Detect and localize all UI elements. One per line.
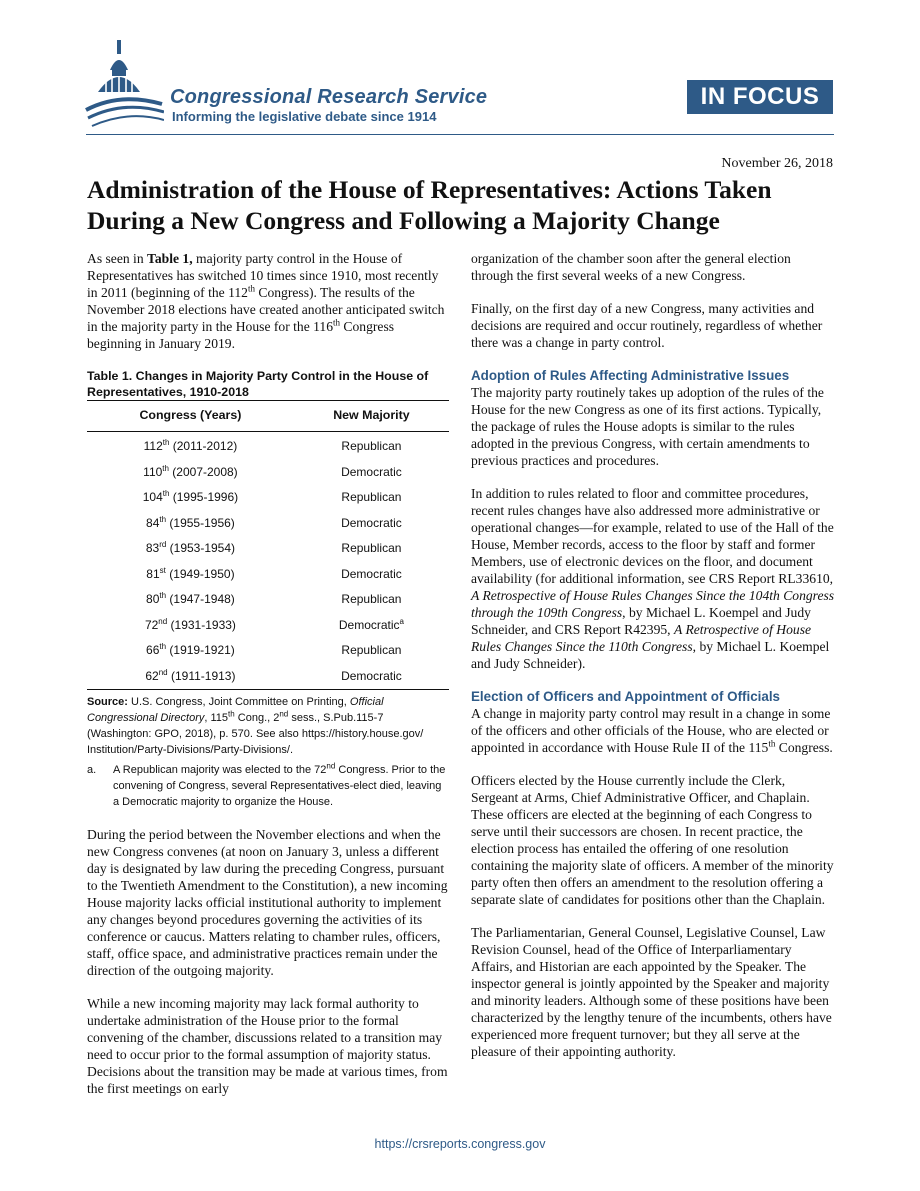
table-note: a. A Republican majority was elected to the 72nd Congress. Prior to the convening of Congress, several Representatives-elect died, leaving a Democratic majority to organize the House. xyxy=(87,761,446,808)
majority-cell: Democratic$^a$ xyxy=(338,616,404,632)
body-paragraph: Officers elected by the House currently include the Clerk, Sergeant at Arms, Chief Administrative Officer, and Chaplain. These officers are elected at the beginning of each Congress to serve until their successors are chosen. In recent practice, the election process has entailed the offering of one resolution containing the majority slate of officers. A member of the minority party often then offers an amendment to the resolution offering a separate slate of candidates for positions other than the Chaplain. xyxy=(471,773,834,907)
table-header-congress: Congress (Years) xyxy=(87,401,294,432)
body-paragraph: organization of the chamber soon after the general election through the first several weeks of a new Congress. xyxy=(471,251,791,283)
in-focus-badge: IN FOCUS xyxy=(687,80,833,114)
page-header xyxy=(0,0,920,140)
majority-cell: Democratic xyxy=(341,464,402,479)
table-row xyxy=(87,460,449,486)
congress-cell: 104th (1995-1996) xyxy=(142,489,239,505)
majority-cell: Democratic xyxy=(294,664,449,690)
table-row xyxy=(87,587,449,613)
left-column xyxy=(87,250,449,1097)
section-heading: Election of Officers and Appointment of Officials xyxy=(471,689,780,704)
table-row xyxy=(87,664,449,690)
majority-table xyxy=(87,400,449,690)
right-column xyxy=(471,250,835,1060)
congress-cell: 80th (1947-1948) xyxy=(146,591,235,607)
body-paragraph: In addition to rules related to floor and committee procedures, recent rules changes have also addressed more administrative or operational changes—for example, related to use of the Hall of the House, Member records, access to the floor by staff and former Members, use of electronic devices on the floor, and document availability (for additional information, see CRS Report RL33610, A Retrospective of House Rules Changes Since the 104th Congress through the 109th Congress, by Michael L. Koempel and Judy Schneider, and CRS Report R42395, A Retrospective of House Rules Changes Since the 110th Congress, by Michael L. Koempel and Judy Schneider). xyxy=(471,486,835,671)
section-heading: Adoption of Rules Affecting Administrative Issues xyxy=(471,368,790,383)
congress-cell: 62nd (1911-1913) xyxy=(87,664,294,690)
page-title: Administration of the House of Representatives: Actions Taken During a New Congress and Following a Majority Change xyxy=(87,175,772,235)
body-paragraph: Finally, on the first day of a new Congress, many activities and decisions are required and occur routinely, regardless of whether there was a change in party control. xyxy=(471,301,823,350)
congress-cell: 81st (1949-1950) xyxy=(146,565,235,581)
table-row xyxy=(87,432,449,460)
body-paragraph: The majority party routinely takes up adoption of the rules of the House for the new Congress as one of its first actions. Typically, the package of rules the House adopts is similar to the rules adopted in the previous Congress, with certain amendments to previous practices and procedures. xyxy=(471,385,824,468)
footer-link[interactable]: https://crsreports.congress.gov xyxy=(374,1137,546,1151)
publication-date: November 26, 2018 xyxy=(721,156,833,171)
table-row xyxy=(87,562,449,588)
majority-cell: Republican xyxy=(341,643,402,658)
table-row xyxy=(87,638,449,664)
congress-cell: 83rd (1953-1954) xyxy=(145,540,236,556)
table-row xyxy=(87,613,449,639)
majority-cell: Republican xyxy=(341,439,402,454)
capitol-dome-icon xyxy=(84,40,164,130)
org-name: Congressional Research Service xyxy=(170,86,488,108)
table-source: Source: U.S. Congress, Joint Committee on Printing, Official Congressional Directory, 115th Cong., 2nd sess., S.Pub.115-7 (Washington: GPO, 2018), p. 570. See also https://history.house.gov/ Institution/Party-Divisions/Party-Divisions/. xyxy=(87,696,424,756)
table-header-majority: New Majority xyxy=(294,401,449,432)
intro-paragraph: As seen in Table 1, majority party control in the House of Representatives has switched 10 times since 1910, most recently in 2011 (beginning of the 112th Congress). The results of the November 2018 elections have created another anticipated switch in the majority party in the House for the 116th Congress beginning in January 2019. xyxy=(87,251,445,351)
body-paragraph: A change in majority party control may result in a change in some of the officers and other officials of the House, who are elected or appointed in accordance with House Rule II of the 115th Congress. xyxy=(471,706,833,755)
majority-cell: Democratic xyxy=(341,515,402,530)
body-paragraph: During the period between the November elections and when the new Congress convenes (at noon on January 3, unless a different day is designated by law during the preceding Congress, pursuant to the Twentieth Amendment to the Constitution), a new incoming House majority lacks official institutional authority to implement any changes beyond procedures governing the activities of its conference or caucus. Matters relating to chamber rules, officers, staff, office space, and administrative practices remain under the direction of the outgoing majority. xyxy=(87,827,448,978)
majority-cell: Republican xyxy=(341,490,402,505)
majority-cell: Republican xyxy=(341,541,402,556)
majority-cell: Republican xyxy=(341,592,402,607)
congress-cell: 84th (1955-1956) xyxy=(146,514,235,530)
congress-cell: 66th (1919-1921) xyxy=(146,642,235,658)
body-paragraph: The Parliamentarian, General Counsel, Legislative Counsel, Law Revision Counsel, head of the Office of Interparliamentary Affairs, and Historian are each appointed by the Speaker. The inspector general is jointly appointed by the Speaker and majority and minority leaders. Although some of these positions have been characterized by the lengthy tenure of the incumbents, others have experienced more frequent turnover; but they all serve at the pleasure of their appointing authority. xyxy=(471,925,832,1059)
body-paragraph: While a new incoming majority may lack formal authority to undertake administration of the House prior to the formal convening of the chamber, discussions related to a transition may need to occur prior to the formal assumption of majority status. Decisions about the transition may be made at various times, from the first meetings on early xyxy=(87,996,448,1096)
org-tagline: Informing the legislative debate since 1914 xyxy=(172,109,437,124)
majority-cell: Democratic xyxy=(341,566,402,581)
table-row xyxy=(87,536,449,562)
table-title: Table 1. Changes in Majority Party Control in the House of Representatives, 1910-2018 xyxy=(87,369,429,399)
table-row xyxy=(87,511,449,537)
table-row xyxy=(87,485,449,511)
congress-cell: 112th (2011-2012) xyxy=(143,438,238,454)
header-divider xyxy=(86,134,834,135)
congress-cell: 110th (2007-2008) xyxy=(143,463,238,479)
congress-cell: 72nd (1931-1933) xyxy=(144,616,236,632)
